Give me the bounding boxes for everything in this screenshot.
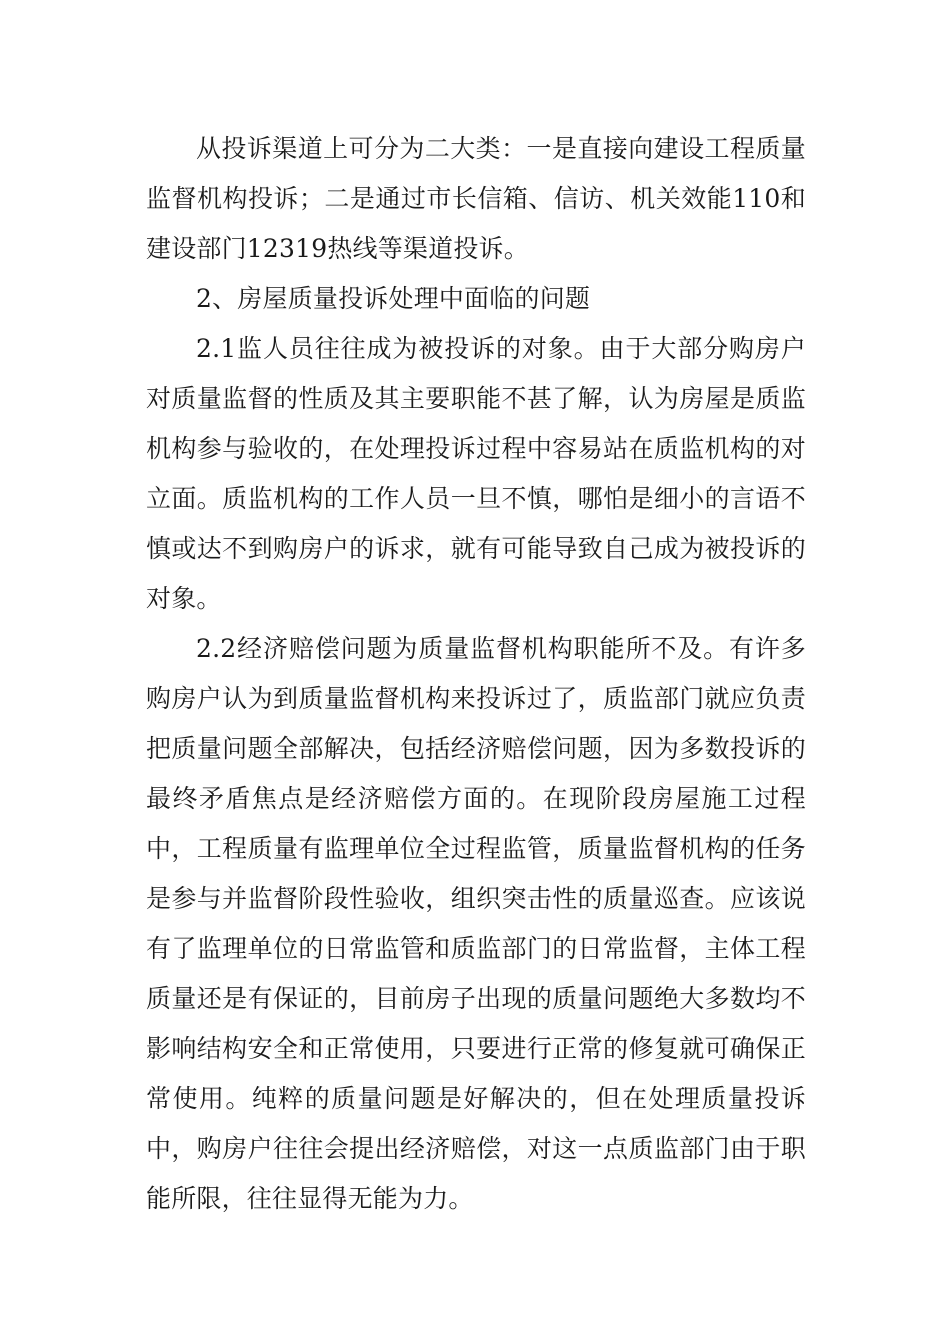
paragraph-2-2: 2.2经济赔偿问题为质量监督机构职能所不及。有许多购房户认为到质量监督机构来投诉过了，质监部门就应负责把质量问题全部解决，包括经济赔偿问题，因为多数投诉的最终矛盾焦点是经济赔偿方面的。在现阶段房屋施工过程中，工程质量有监理单位全过程监管，质量监督机构的任务是参与并监督阶段性验收，组织突击性的质量巡查。应该说有了监理单位的日常监管和质监部门的日常监督，主体工程质量还是有保证的，目前房子出现的质量问题绝大多数均不影响结构安全和正常使用，只要进行正常的修复就可确保正常使用。纯粹的质量问题是好解决的，但在处理质量投诉中，购房户往往会提出经济赔偿，对这一点质监部门由于职能所限，往往显得无能为力。 xyxy=(146,634,806,1213)
section-heading: 2、房屋质量投诉处理中面临的问题 xyxy=(196,284,591,313)
paragraph-2-1: 2.1监人员往往成为被投诉的对象。由于大部分购房户对质量监督的性质及其主要职能不甚了解，认为房屋是质监机构参与验收的，在处理投诉过程中容易站在质监机构的对立面。质监机构的工作人员一旦不慎，哪怕是细小的言语不慎或达不到购房户的诉求，就有可能导致自己成为被投诉的对象。 xyxy=(146,334,806,613)
paragraph-complaint-channels: 从投诉渠道上可分为二大类：一是直接向建设工程质量监督机构投诉；二是通过市长信箱、信访、机关效能110和建设部门12319热线等渠道投诉。 xyxy=(146,134,806,263)
document-body xyxy=(146,124,806,1224)
